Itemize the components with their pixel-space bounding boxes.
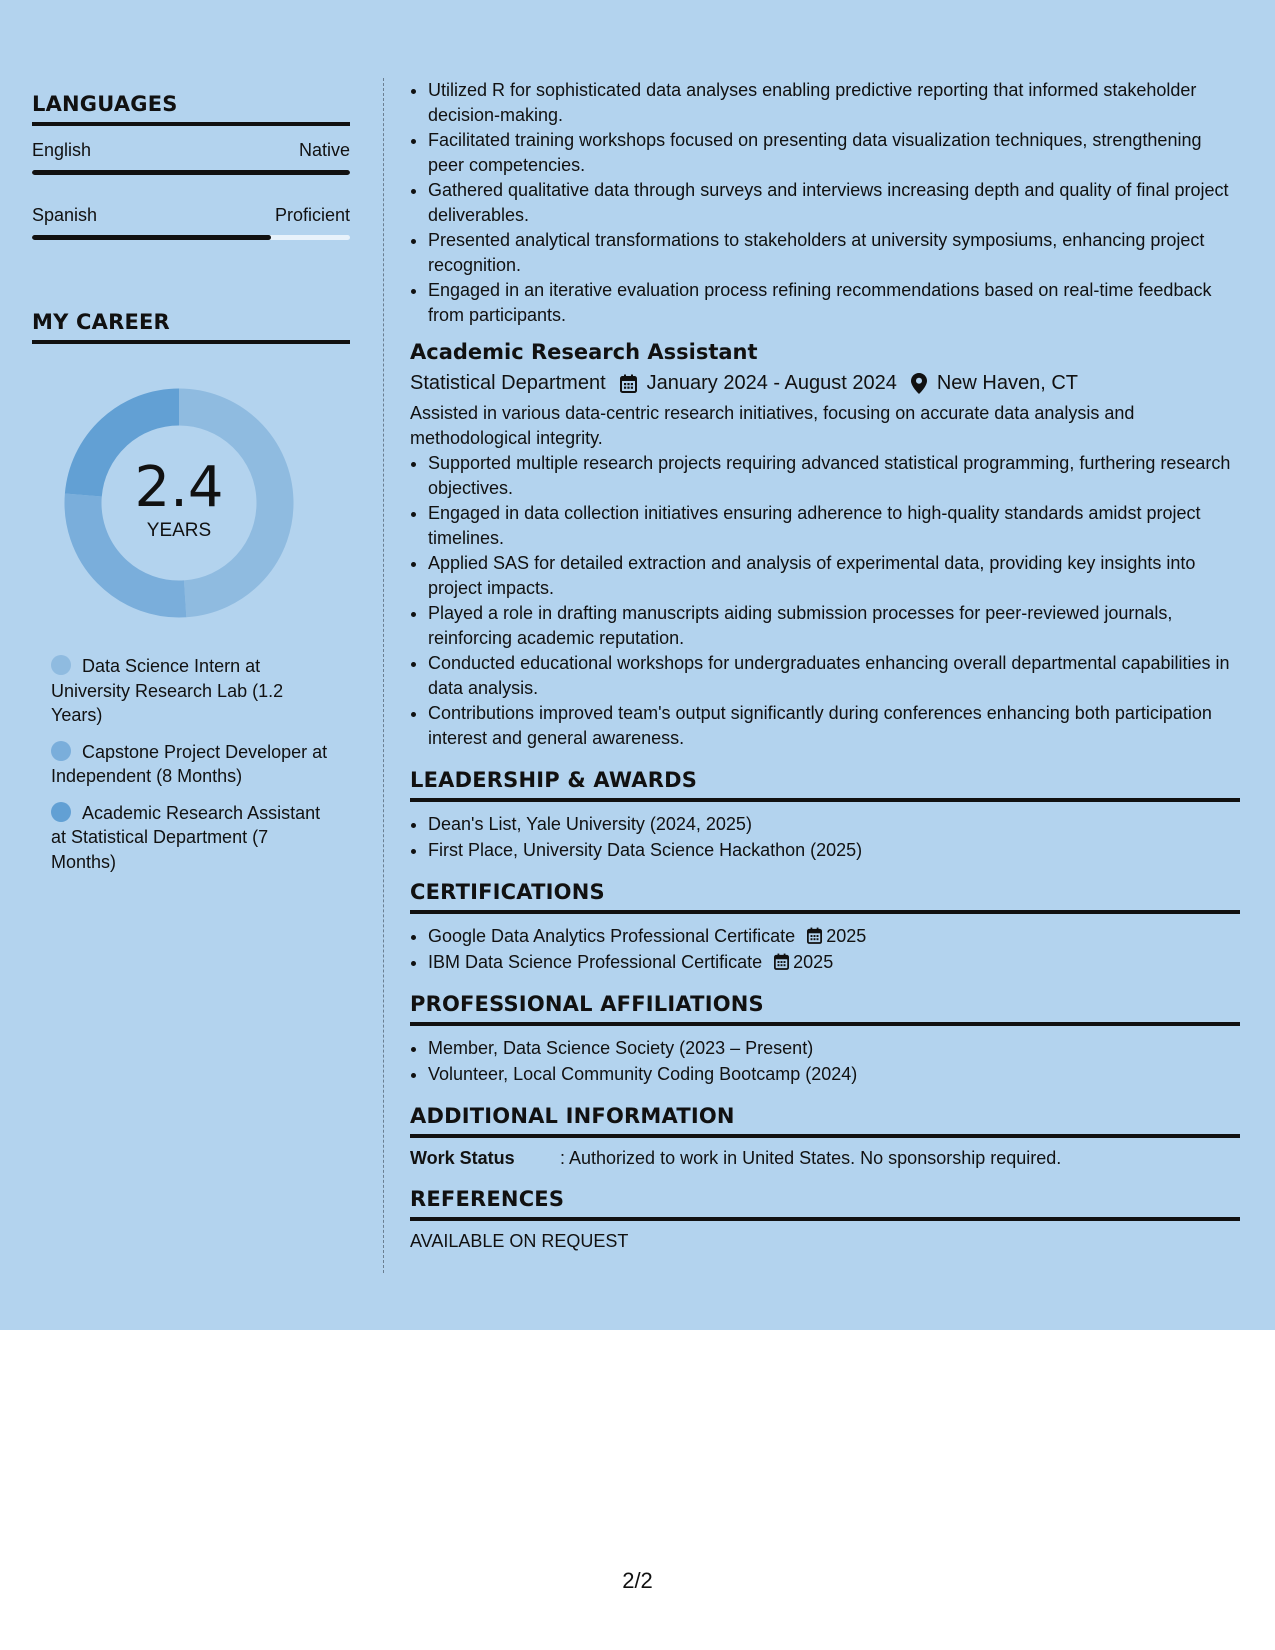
bullet-item: • Utilized R for sophisticated data analyses enabling predictive reporting that informed stakeholder decision-making. (428, 78, 1240, 127)
career-total-unit: YEARS (146, 520, 212, 541)
job-organization: Statistical Department (410, 372, 606, 394)
legend-dot-icon (51, 802, 71, 822)
bullet-item: • Played a role in drafting manuscripts aiding submission processes for peer-reviewed journals, reinforcing academic reputation. (428, 601, 1240, 650)
certification-name: Google Data Analytics Professional Certificate (428, 926, 796, 946)
job-description: Assisted in various data-centric research initiatives, focusing on accurate data analysis and methodological integrity. (410, 403, 1135, 448)
language-name: Spanish (32, 205, 98, 225)
location-pin-icon (911, 373, 927, 394)
language-level-fill (32, 170, 350, 175)
career-legend-item (51, 740, 336, 789)
legend-dot-icon (51, 741, 71, 761)
job-title: Academic Research Assistant (410, 340, 758, 364)
bullet-item: • Applied SAS for detailed extraction and analysis of experimental data, providing key insights into project impacts. (428, 551, 1240, 600)
leadership-title: LEADERSHIP & AWARDS (410, 768, 1240, 802)
bullet-item: • Contributions improved team's output significantly during conferences enhancing both participation interest and general awareness. (428, 701, 1240, 750)
references-text: AVAILABLE ON REQUEST (410, 1231, 629, 1251)
leadership-section (410, 768, 1240, 862)
certifications-section (410, 880, 1240, 974)
career-legend-label: Capstone Project Developer at Independent (8 Months) (51, 741, 328, 786)
career-legend-item (51, 801, 336, 875)
work-status-value: : Authorized to work in United States. No sponsorship required. (560, 1148, 1062, 1168)
career-legend (51, 654, 336, 874)
certification-year: 2025 (826, 926, 867, 946)
bullet-item: • Engaged in an iterative evaluation process refining recommendations based on real-time feedback from participants. (428, 278, 1240, 327)
work-status-label: Work Status (410, 1148, 515, 1168)
career-title: MY CAREER (32, 310, 350, 344)
left-column (32, 92, 350, 886)
bullet-item: • Conducted educational workshops for undergraduates enhancing overall departmental capabilities in data analysis. (428, 651, 1240, 700)
certification-item (428, 950, 1240, 975)
language-level-bar (32, 170, 350, 175)
language-row (32, 140, 350, 175)
job-meta (410, 372, 1240, 395)
language-level: Proficient (274, 205, 350, 225)
references-section (410, 1187, 1240, 1252)
language-name: English (32, 140, 92, 160)
work-status-row (410, 1148, 1240, 1169)
certifications-title: CERTIFICATIONS (410, 880, 1240, 914)
calendar-icon (807, 927, 822, 944)
certification-year: 2025 (793, 951, 834, 972)
languages-title: LANGUAGES (32, 92, 350, 126)
bullet-item: • Engaged in data collection initiatives ensuring adherence to high-quality standards amidst project timelines. (428, 501, 1240, 550)
job-dates: January 2024 - August 2024 (646, 372, 897, 394)
calendar-icon (774, 953, 789, 970)
career-legend-label: Data Science Intern at University Research Lab (1.2 Years) (51, 656, 284, 725)
affiliation-item: • Volunteer, Local Community Coding Bootcamp (2024) (428, 1062, 1240, 1087)
bullet-item: • Facilitated training workshops focused on presenting data visualization techniques, strengthening peer competencies. (428, 128, 1240, 177)
career-legend-label: Academic Research Assistant at Statistical Department (7 Months) (51, 802, 321, 872)
award-item: • First Place, University Data Science Hackathon (2025) (428, 838, 1240, 863)
calendar-icon (620, 374, 637, 393)
bullet-item: • Presented analytical transformations to stakeholders at university symposiums, enhancing project recognition. (428, 228, 1240, 277)
career-donut-chart (64, 388, 294, 618)
career-legend-item (51, 654, 336, 728)
job-bullets (410, 451, 1240, 750)
legend-dot-icon (51, 655, 71, 675)
career-total-value: 2.4 (134, 455, 224, 520)
language-level-bar (32, 235, 350, 240)
language-level-fill (32, 235, 271, 240)
language-row (32, 205, 350, 240)
right-column (410, 78, 1240, 1252)
additional-section (410, 1104, 1240, 1169)
certification-name: IBM Data Science Professional Certificate (428, 951, 763, 972)
affiliations-section (410, 992, 1240, 1086)
bullet-item: • Supported multiple research projects requiring advanced statistical programming, furthering research objectives. (428, 451, 1240, 500)
references-title: REFERENCES (410, 1187, 1240, 1221)
bullet-item: • Gathered qualitative data through surveys and interviews increasing depth and quality of final project deliverables. (428, 178, 1240, 227)
affiliation-item: • Member, Data Science Society (2023 – Present) (428, 1036, 1240, 1061)
language-level: Native (298, 140, 350, 160)
affiliations-title: PROFESSIONAL AFFILIATIONS (410, 992, 1240, 1026)
previous-job-bullets (410, 78, 1240, 327)
job-location: New Haven, CT (936, 372, 1078, 394)
additional-title: ADDITIONAL INFORMATION (410, 1104, 1240, 1138)
award-item: • Dean's List, Yale University (2024, 2025) (428, 812, 1240, 837)
page-number: 2/2 (622, 1568, 653, 1593)
column-divider (383, 78, 384, 1273)
certification-item (428, 924, 1240, 949)
